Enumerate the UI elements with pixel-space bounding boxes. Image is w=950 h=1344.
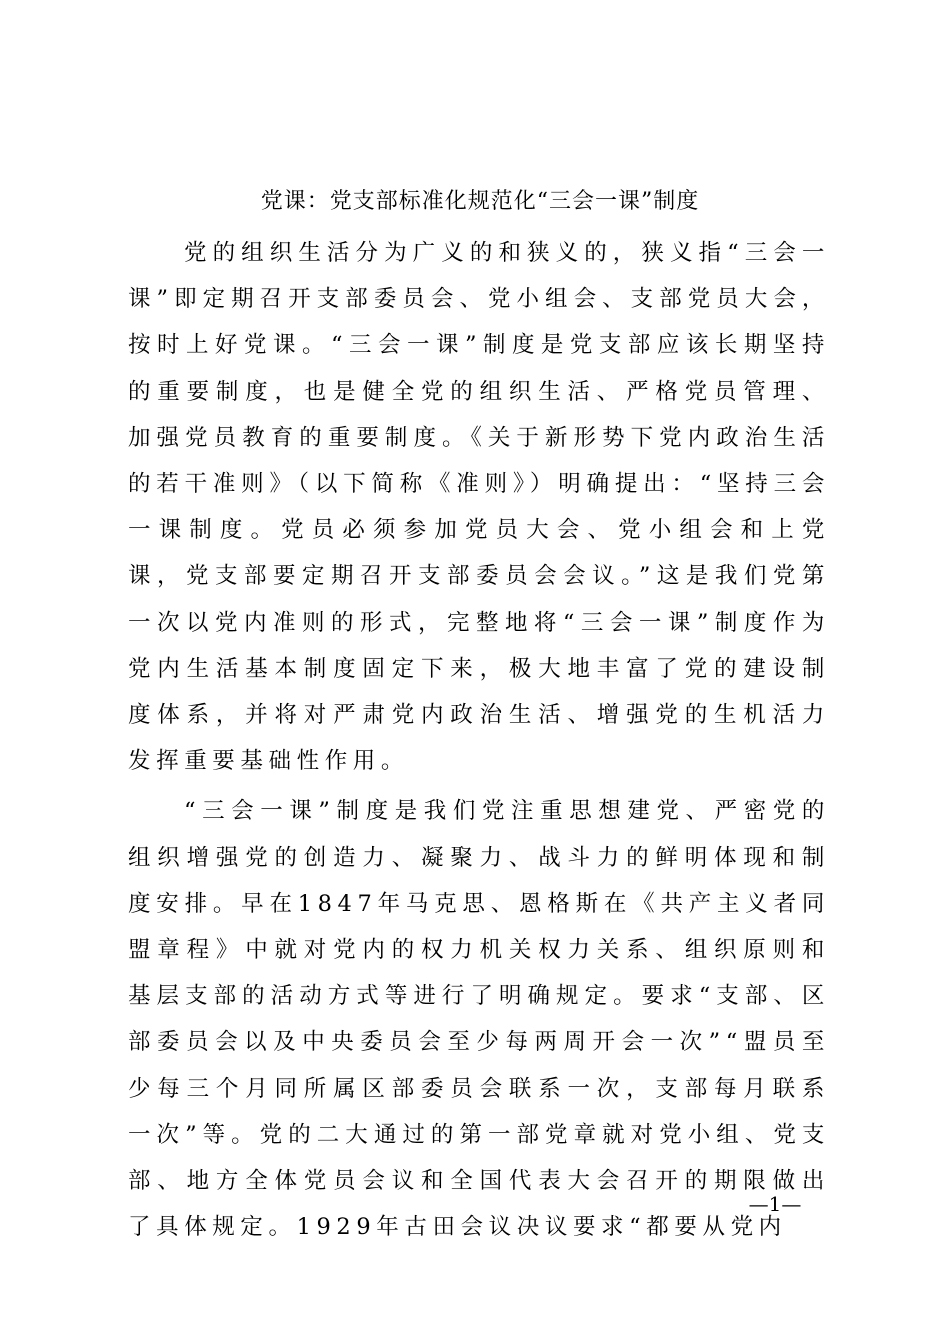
document-body [128,230,830,1250]
document-title: 党课：党支部标准化规范化“三会一课”制度 [260,189,700,214]
page-number: —1— [748,1192,802,1216]
paragraph-2: “三会一课”制度是我们党注重思想建党、严密党的组织增强党的创造力、凝聚力、战斗力的鲜明体现和制度安排。早在1847年马克思、恩格斯在《共产主义者同盟章程》中就对党内的权力机关权力关系、组织原则和基层支部的活动方式等进行了明确规定。要求“支部、区部委员会以及中央委员会至少每两周开会一次”“盟员至少每三个月同所属区部委员会联系一次，支部每月联系一次”等。党的二大通过的第一部党章就对党小组、党支部、地方全体党员会议和全国代表大会召开的期限做出了具体规定。1929年古田会议决议要求“都要从党内 [128,798,830,1241]
paragraph-1: 党的组织生活分为广义的和狭义的，狭义指“三会一课”即定期召开支部委员会、党小组会、支部党员大会，按时上好党课。“三会一课”制度是党支部应该长期坚持的重要制度，也是健全党的组织生活、严格党员管理、加强党员教育的重要制度。《关于新形势下党内政治生活的若干准则》（以下简称《准则》）明确提出：“坚持三会一课制度。党员必须参加党员大会、党小组会和上党课，党支部要定期召开支部委员会会议。”这是我们党第一次以党内准则的形式，完整地将“三会一课”制度作为党内生活基本制度固定下来，极大地丰富了党的建设制度体系，并将对严肃党内政治生活、增强党的生机活力发挥重要基础性作用。 [128,240,830,775]
